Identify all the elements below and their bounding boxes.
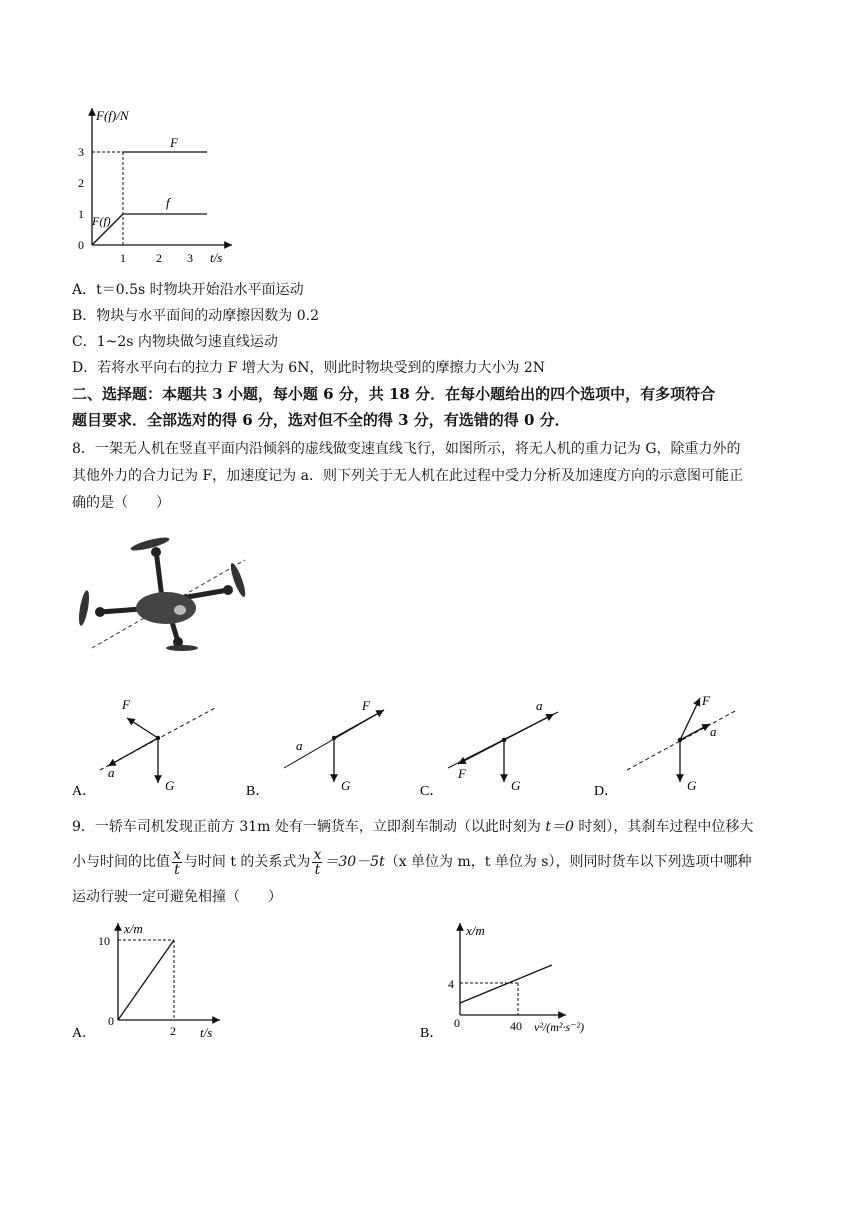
curve-f-label: f [166,195,170,210]
x-tick-1: 1 [120,251,126,265]
q9b-y-label: x/m [466,923,485,938]
q7-option-a: A．t＝0.5s 时物块开始沿水平面运动 [72,282,304,298]
q7-option-b: B．物块与水平面间的动摩擦因数为 0.2 [72,308,320,324]
y-axis-label: F(f)/N [96,108,129,123]
drone-image [70,530,260,660]
q8b-label-a: a [296,738,303,753]
force-time-graph [70,100,240,270]
q8b-letter: B． [246,784,270,799]
q8-stem-line1: 8．一架无人机在竖直平面内沿倾斜的虚线做变速直线飞行，如图所示，将无人机的重力记为 G，除重力外的 [72,441,741,457]
q8c-label-G: G [511,778,521,793]
q9b-letter: B． [420,1026,444,1041]
curve-F-label: F [170,135,178,150]
q8c-label-F: F [458,766,466,781]
q9a-origin: 0 [108,1014,114,1028]
q9a-x-tick: 2 [170,1024,176,1038]
q8-option-d-diagram [592,690,752,800]
q8-option-b-diagram [244,690,404,800]
x-tick-3: 3 [187,251,193,265]
q9b-x-tick: 40 [510,1019,522,1033]
q8a-label-G: G [165,778,175,793]
q8a-letter: A． [72,784,97,799]
q9-stem-line3: 运动行驶一定可避免相撞（ ） [72,889,282,905]
q7-option-d: D．若将水平向右的拉力 F 增大为 6N，则此时物块受到的摩擦力大小为 2N [72,360,546,376]
q9a-y-label: x/m [124,921,143,936]
x-tick-2: 2 [156,251,162,265]
q9b-x-label: v²/(m²·s⁻²) [534,1020,585,1034]
q8d-label-G: G [687,778,697,793]
q8b-label-G: G [341,778,351,793]
y-tick-1: 1 [78,207,84,221]
curve-Ff-label: F(f) [92,214,111,228]
q7-option-c: C．1~2s 内物块做匀速直线运动 [72,334,278,350]
q8-stem-line2: 其他外力的合力记为 F，加速度记为 a．则下列关于无人机在此过程中受力分析及加速度方向的示意图可能正 [72,468,743,484]
q8-option-a-diagram [70,690,230,800]
q8a-label-a: a [108,765,115,780]
q8a-label-F: F [122,697,130,712]
q8c-label-a: a [536,698,543,713]
fraction-x-over-t-2: $\frac{x}{t}$ [313,846,322,878]
q8d-label-F: F [702,693,710,708]
q9-graph-a [70,915,240,1045]
q9a-y-tick: 10 [98,934,110,948]
q9a-letter: A． [72,1026,97,1041]
fraction-x-over-t: $\frac{x}{t}$ [173,846,181,878]
q9-stem-line2: 小与时间的比值 $\frac{x}{t}$ 与时间 t 的关系式为 $\frac{x}{t}$ ＝30－5t（x 单位为 m，t 单位为 s），则同时货车以下列选项中哪种 [72,846,752,878]
section2-heading-line1: 二、选择题：本题共 3 小题，每小题 6 分，共 18 分．在每小题给出的四个选项中，有多项符合 [72,385,716,403]
y-tick-2: 2 [78,176,84,190]
x-axis-label: t/s [210,250,223,265]
y-tick-0: 0 [78,238,84,252]
q8-option-c-diagram [418,690,578,800]
q9b-origin: 0 [454,1016,460,1030]
q8c-letter: C． [420,784,444,799]
y-tick-3: 3 [78,145,84,159]
q8-stem-line3: 确的是（ ） [72,495,170,511]
q8d-letter: D． [594,784,619,799]
q8b-label-F: F [362,698,370,713]
section2-heading-line2: 题目要求．全部选对的得 6 分，选对但不全的得 3 分，有选错的得 0 分． [72,411,570,429]
q8d-label-a: a [710,724,717,739]
q9-stem-line1: 9．一轿车司机发现正前方 31m 处有一辆货车，立即刹车制动（以此时刻为 t＝0 时刻），其刹车过程中位移大 [72,819,754,835]
q9b-y-tick: 4 [448,977,454,991]
q9-graph-b [418,915,628,1045]
q9a-x-label: t/s [200,1025,213,1040]
